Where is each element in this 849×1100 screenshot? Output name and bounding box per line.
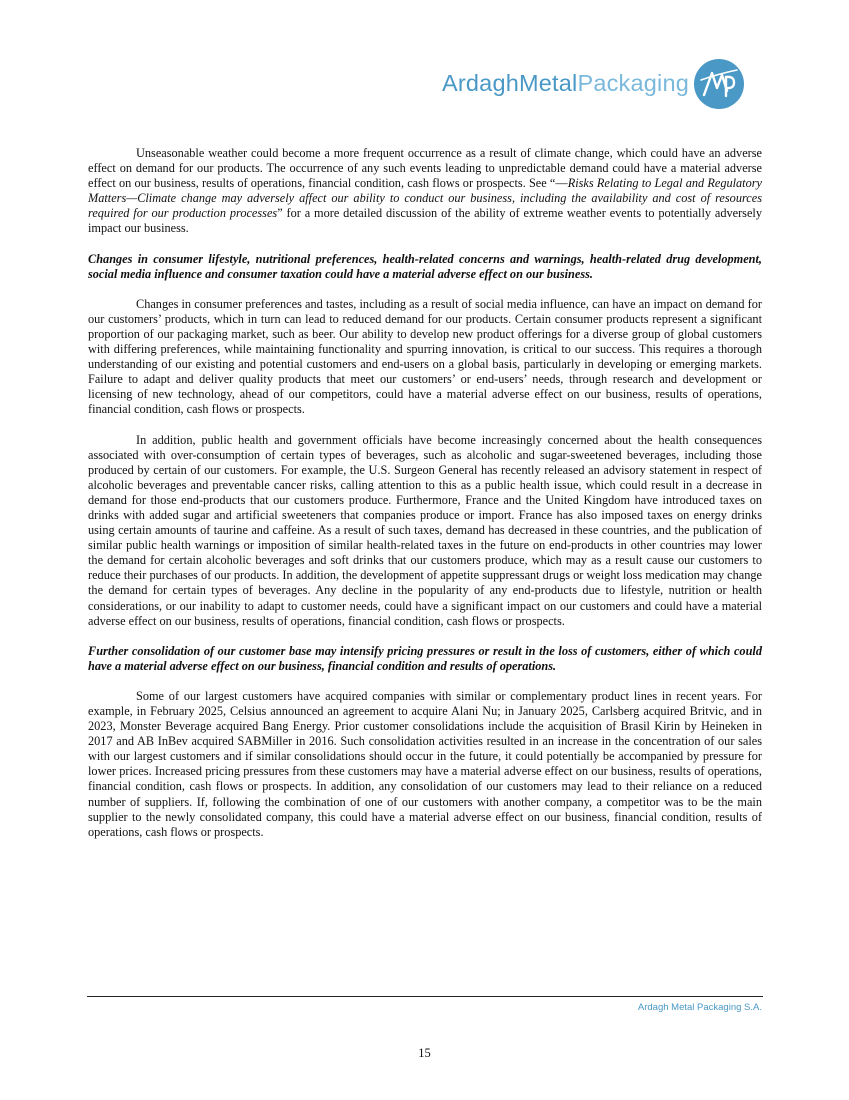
logo-word-packaging: Packaging bbox=[577, 70, 689, 97]
logo-word-ardagh: Ardagh bbox=[442, 70, 519, 97]
cross-reference-italic: Risks Relating to Legal and Regulatory Matters—Climate change may adversely affect our ability to conduct our business, including the availability and cost of resources required for our production processes bbox=[88, 176, 762, 221]
paragraph-weather bbox=[88, 146, 762, 237]
logo-wordmark bbox=[442, 72, 689, 96]
paragraph-consumer-preferences: Changes in consumer preferences and tastes, including as a result of social media influence, can have an impact on demand for our customers’ products, which in turn can lead to reduced demand for our products. Certain consumer products represent a significant proportion of our packaging market, such as beer. Our ability to develop new product offerings for a diverse group of global customers with differing preferences, while maintaining functionality and spurring innovation, is critical to our success. This requires a thorough understanding of our existing and potential customers and end-users on a global basis, particularly in developing or emerging markets. Failure to adapt and deliver quality products that meet our customers’ or end-users’ needs, through research and development or licensing of new technology, ahead of our competitors, could have a material adverse effect on our business, results of operations, financial condition, cash flows or prospects. bbox=[88, 296, 762, 417]
section-heading-consumer-lifestyle: Changes in consumer lifestyle, nutritional preferences, health-related concerns and warnings, health-related drug development, social media influence and consumer taxation could have a material adverse effect on our business. bbox=[88, 251, 762, 281]
header-logo bbox=[442, 58, 745, 110]
paragraph-public-health: In addition, public health and government officials have become increasingly concerned about the health consequences associated with over-consumption of certain types of beverages, such as alcoholic and sugar-sweetened beverages, including those produced by certain of our customers. For example, the U.S. Surgeon General has recently released an advisory statement in respect of alcoholic beverages and preventable cancer risks, calling attention to this as a public health issue, which could result in a decrease in demand for those end-products that our customers produce. Furthermore, France and the United Kingdom have introduced taxes on drinks with added sugar and artificial sweeteners that companies produce or import. France has also imposed taxes on energy drinks using certain amounts of taurine and caffeine. As a result of such taxes, demand has decreased in these countries, and the publication of similar public health warnings or imposition of similar health-related taxes in the future on end-products in other countries may lower the demand for certain alcoholic beverages and soft drinks that our customers produce, which may as a result cause our customers to reduce their purchases of our products. In addition, the development of appetite suppressant drugs or weight loss medication may change the demand for certain types of beverages. Any decline in the popularity of any end-products due to lifestyle, nutrition or health considerations, or our inability to adapt to customer needs, could have a significant impact on our customers and could have a material adverse effect on our business, results of operations, financial condition, cash flows or prospects. bbox=[88, 432, 762, 628]
paragraph-weather-text-a: Unseasonable weather could become a more frequent occurrence as a result of climate change, which could have an adverse effect on demand for our products. The occurrence of any such events leading to unpredictable demand could have a material adverse effect on our business, results of operations, financial condition, cash flows or prospects. See “— bbox=[88, 146, 762, 191]
paragraph-customer-consolidation: Some of our largest customers have acquired companies with similar or complementary product lines in recent years. For example, in February 2025, Celsius announced an agreement to acquire Alani Nu; in January 2025, Carlsberg acquired Britvic, and in 2023, Monster Beverage acquired Bang Energy. Prior customer consolidations include the acquisition of Brasil Kirin by Heineken in 2017 and AB InBev acquired SABMiller in 2016. Such consolidation activities resulted in an increase in the concentration of our sales with our largest customers and if similar consolidations should occur in the future, it could potentially be accompanied by pressure for lower prices. Increased pricing pressures from these customers may have a material adverse effect on our business, results of operations, financial condition, cash flows or prospects. In addition, any consolidation of our customers may lead to their reliance on a reduced number of suppliers. If, following the combination of one of our customers with another company, a competitor was to be the main supplier to the newly consolidated company, this could have a material adverse effect on our business, financial condition, results of operations, cash flows or prospects. bbox=[88, 688, 762, 839]
footer-divider bbox=[87, 996, 763, 997]
logo-word-metal: Metal bbox=[518, 70, 578, 97]
amp-monogram-icon bbox=[693, 58, 745, 110]
paragraph-weather-text-b: ” for a more detailed discussion of the ability of extreme weather events to potentially adversely impact our business. bbox=[88, 206, 762, 236]
page-number: 15 bbox=[418, 1046, 431, 1060]
footer-company-name: Ardagh Metal Packaging S.A. bbox=[637, 1002, 762, 1013]
document-body bbox=[88, 146, 762, 840]
section-heading-consolidation: Further consolidation of our customer base may intensify pricing pressures or result in the loss of customers, either of which could have a material adverse effect on our business, financial condition and results of operations. bbox=[88, 643, 762, 673]
